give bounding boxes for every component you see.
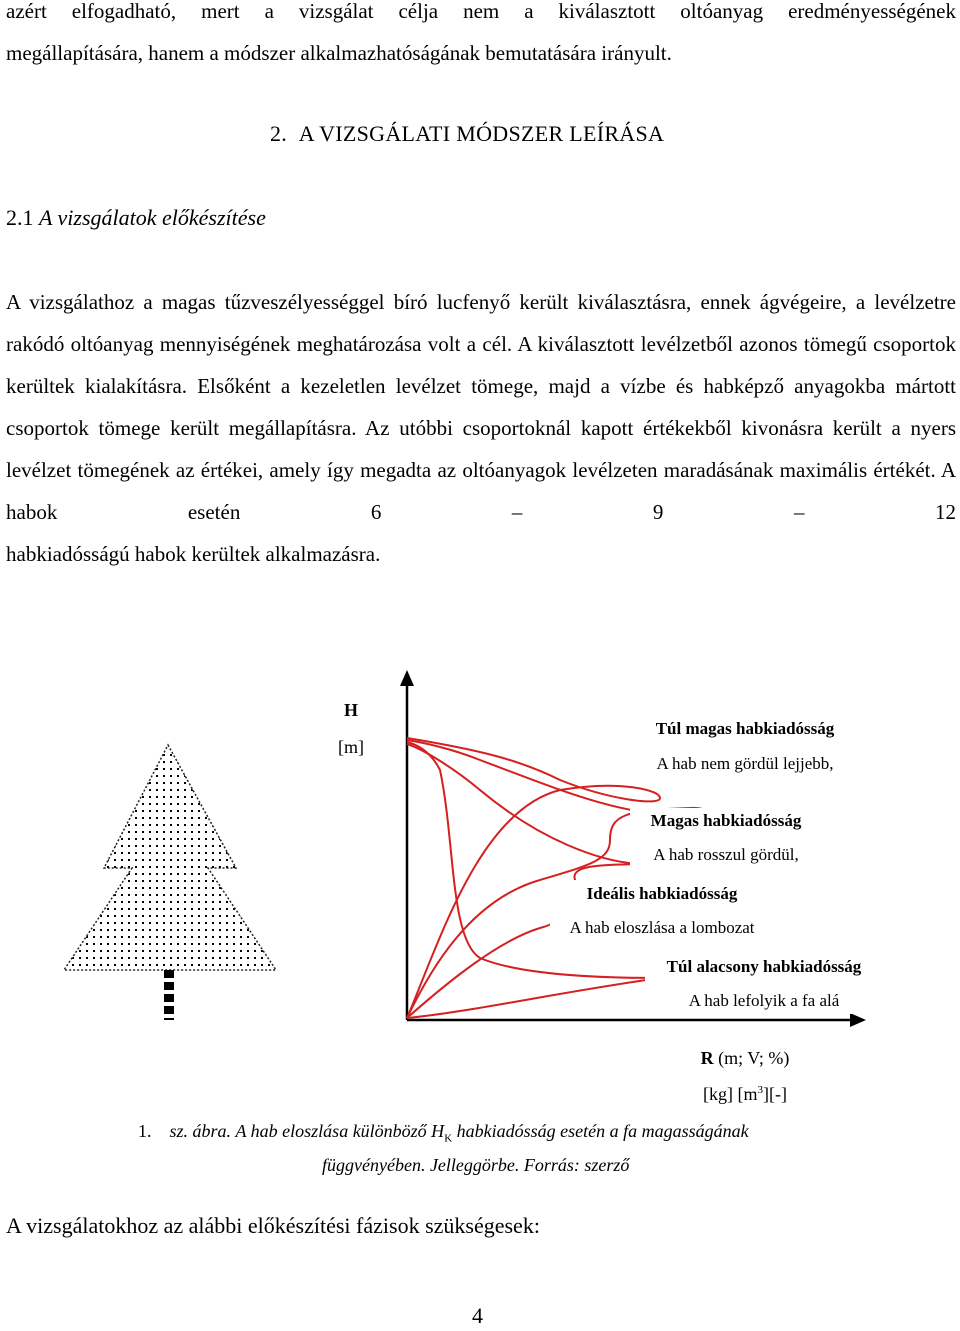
x-axis-quantities: (m; V; %) (718, 1048, 790, 1068)
subsection-heading (6, 205, 266, 231)
y-axis-symbol: H (343, 700, 359, 720)
caption-text-b: habkiadósság esetén a fa magasságának (456, 1121, 749, 1141)
spruce-tree-icon (64, 745, 276, 1020)
next-paragraph-line: A vizsgálatokhoz az alábbi előkészítési fázisok szükségesek: (6, 1213, 540, 1238)
subsection-title: A vizsgálatok előkészítése (39, 205, 266, 230)
intro-line-1: azért elfogadható, mert a vizsgálat célja nem a kiválasztott oltóanyag eredményességének (6, 0, 956, 23)
label-too-low-title: Túl alacsony habkiadósság (666, 957, 862, 976)
figure-caption-line-2 (322, 1148, 822, 1182)
body-paragraph (6, 281, 956, 575)
intro-line-2: megállapítására, hanem a módszer alkalmazhatóságának bemutatására irányult. (6, 41, 672, 65)
section-title: A VIZSGÁLATI MÓDSZER LEÍRÁSA (298, 121, 665, 146)
label-too-low-text: A hab lefolyik a fa alá (688, 991, 840, 1010)
body-paragraph-last-line: habkiadósságú habok kerültek alkalmazásra. (6, 542, 381, 566)
x-axis-units-sup: 3 (757, 1084, 763, 1096)
caption-label: sz. ábra. (169, 1121, 232, 1141)
foam-distribution-figure (0, 640, 960, 1110)
label-ideal-title: Ideális habkiadósság (586, 884, 738, 903)
caption-line-2: függvényében. Jelleggörbe. Forrás: szerző (322, 1155, 630, 1175)
caption-text-sub: K (444, 1132, 453, 1145)
page-number: 4 (472, 1303, 483, 1328)
section-number: 2. (270, 121, 288, 146)
x-axis-units-a: [kg] [m (703, 1084, 758, 1104)
label-high-text: A hab rosszul gördül, (653, 845, 799, 864)
x-axis-units (703, 1084, 787, 1104)
subsection-number: 2.1 (6, 205, 34, 230)
y-axis-unit: [m] (338, 737, 364, 757)
caption-text-a: A hab eloszlása különböző H (235, 1121, 445, 1141)
x-axis-symbol: R (700, 1048, 714, 1068)
label-too-high-text: A hab nem gördül lejjebb, (656, 754, 834, 773)
x-axis-units-b: ][-] (763, 1084, 787, 1104)
x-axis-label (701, 1048, 790, 1069)
curve-labels (550, 714, 885, 1014)
section-heading (270, 121, 664, 147)
body-paragraph-text: A vizsgálathoz a magas tűzveszélyességgel bíró lucfenyő került kiválasztásra, ennek ágvégeire, a levélzetre rakódó oltóanyag mennyiségének meghatározása volt a cél. A kiválasztott levélzetből azonos tömegű csoportok kerültek kialakításra. Elsőként a kezeletlen levélzet tömege, majd a vízbe és habképző anyagokba mártott csoportok tömege került megállapításra. Az utóbbi csoportoknál kapott értékekből kivonásra került a nyers levélzet tömegének az értékei, amely így megadta az oltóanyagok levélzeten maradásának maximális értékét. A habok esetén 6 – 9 – 12 (6, 290, 956, 524)
caption-number: 1. (138, 1121, 152, 1141)
intro-paragraph (6, 0, 956, 74)
label-ideal-text: A hab eloszlása a lombozat (569, 918, 755, 937)
label-too-high-title: Túl magas habkiadósság (655, 719, 835, 738)
label-high-title: Magas habkiadósság (650, 811, 802, 830)
